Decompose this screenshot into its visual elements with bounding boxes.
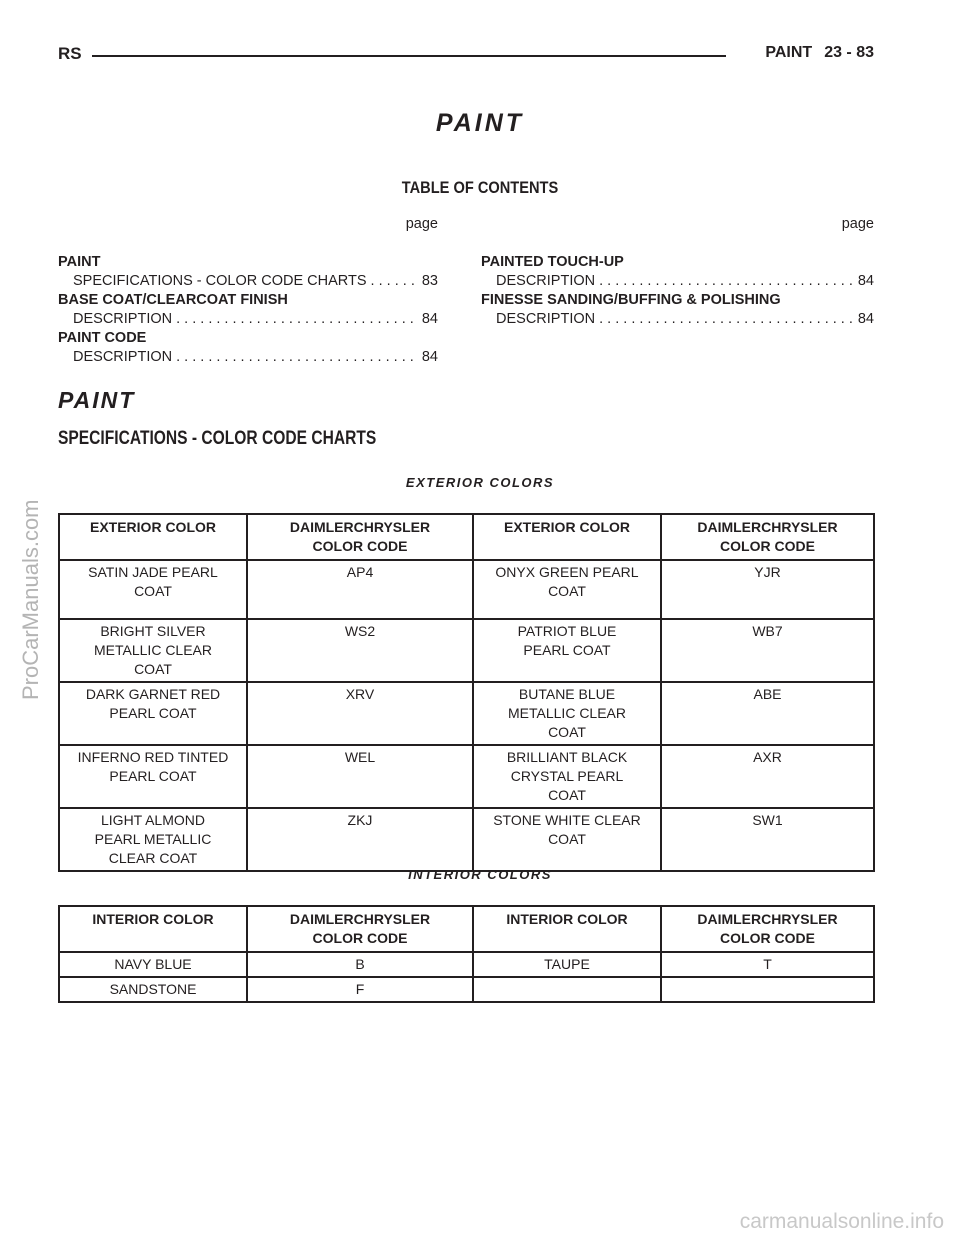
toc-entry-label: DESCRIPTION bbox=[73, 311, 173, 327]
column-header: EXTERIOR COLOR bbox=[473, 514, 661, 560]
column-header: INTERIOR COLOR bbox=[59, 906, 247, 952]
table-cell: STONE WHITE CLEAR COAT bbox=[473, 808, 661, 871]
table-cell bbox=[661, 977, 874, 1002]
table-cell: T bbox=[661, 952, 874, 977]
table-row bbox=[59, 560, 874, 619]
table-cell: SANDSTONE bbox=[59, 977, 247, 1002]
exterior-colors-caption: EXTERIOR COLORS bbox=[405, 475, 555, 490]
toc-entry-page: 84 bbox=[857, 273, 874, 289]
table-cell: XRV bbox=[247, 682, 473, 745]
table-cell: B bbox=[247, 952, 473, 977]
toc-leader-dots bbox=[371, 272, 418, 291]
table-cell: BRIGHT SILVER METALLIC CLEAR COAT bbox=[59, 619, 247, 682]
table-cell: WB7 bbox=[661, 619, 874, 682]
table-cell: PATRIOT BLUE PEARL COAT bbox=[473, 619, 661, 682]
table-cell: ABE bbox=[661, 682, 874, 745]
toc-right-column bbox=[481, 215, 874, 329]
toc-title: TABLE OF CONTENTS bbox=[401, 178, 559, 197]
table-cell: INFERNO RED TINTED PEARL COAT bbox=[59, 745, 247, 808]
header-model-code: RS bbox=[58, 44, 82, 63]
toc-entry-label: DESCRIPTION bbox=[496, 311, 596, 327]
table-cell: AXR bbox=[661, 745, 874, 808]
header-rule bbox=[92, 55, 726, 57]
table-row bbox=[59, 952, 874, 977]
toc-page-label: page bbox=[841, 216, 874, 232]
toc-heading: PAINT CODE bbox=[58, 330, 147, 346]
toc-leader-dots bbox=[176, 348, 418, 367]
toc-entry-page: 84 bbox=[421, 311, 438, 327]
toc-entry-page: 84 bbox=[857, 311, 874, 327]
table-cell: BRILLIANT BLACK CRYSTAL PEARL COAT bbox=[473, 745, 661, 808]
table-row bbox=[59, 977, 874, 1002]
exterior-colors-table bbox=[58, 513, 875, 872]
table-cell: AP4 bbox=[247, 560, 473, 619]
toc-entry[interactable] bbox=[58, 310, 438, 329]
table-cell: SATIN JADE PEARL COAT bbox=[59, 560, 247, 619]
subsection-title: SPECIFICATIONS - COLOR CODE CHARTS bbox=[58, 428, 377, 449]
table-cell: NAVY BLUE bbox=[59, 952, 247, 977]
header-right bbox=[765, 44, 874, 62]
table-cell: ONYX GREEN PEARL COAT bbox=[473, 560, 661, 619]
toc-heading: PAINTED TOUCH-UP bbox=[481, 254, 624, 270]
side-watermark: ProCarManuals.com bbox=[18, 499, 43, 700]
header-section: PAINT bbox=[765, 44, 813, 61]
toc-entry[interactable] bbox=[481, 310, 874, 329]
column-header: INTERIOR COLOR bbox=[473, 906, 661, 952]
column-header: DAIMLERCHRYSLER COLOR CODE bbox=[661, 514, 874, 560]
column-header: EXTERIOR COLOR bbox=[59, 514, 247, 560]
table-cell: ZKJ bbox=[247, 808, 473, 871]
table-cell: YJR bbox=[661, 560, 874, 619]
table-cell: F bbox=[247, 977, 473, 1002]
column-header: DAIMLERCHRYSLER COLOR CODE bbox=[661, 906, 874, 952]
interior-colors-caption: INTERIOR COLORS bbox=[408, 867, 552, 882]
toc-leader-dots bbox=[599, 310, 854, 329]
table-cell: DARK GARNET RED PEARL COAT bbox=[59, 682, 247, 745]
table-cell: LIGHT ALMOND PEARL METALLIC CLEAR COAT bbox=[59, 808, 247, 871]
toc-leader-dots bbox=[176, 310, 418, 329]
toc-entry-label: DESCRIPTION bbox=[496, 273, 596, 289]
toc-entry-label: SPECIFICATIONS - COLOR CODE CHARTS bbox=[73, 273, 367, 289]
column-header: DAIMLERCHRYSLER COLOR CODE bbox=[247, 514, 473, 560]
table-row bbox=[59, 808, 874, 871]
toc-left-column bbox=[58, 215, 438, 367]
table-cell bbox=[473, 977, 661, 1002]
toc-entry[interactable] bbox=[481, 272, 874, 291]
table-cell: WS2 bbox=[247, 619, 473, 682]
toc-heading: FINESSE SANDING/BUFFING & POLISHING bbox=[481, 292, 781, 308]
table-row bbox=[59, 619, 874, 682]
table-cell: TAUPE bbox=[473, 952, 661, 977]
toc-entry-page: 83 bbox=[421, 273, 438, 289]
table-cell: BUTANE BLUE METALLIC CLEAR COAT bbox=[473, 682, 661, 745]
column-header: DAIMLERCHRYSLER COLOR CODE bbox=[247, 906, 473, 952]
toc-page-label: page bbox=[405, 216, 438, 232]
interior-colors-table bbox=[58, 905, 875, 1003]
toc-entry-page: 84 bbox=[421, 349, 438, 365]
section-title: PAINT bbox=[58, 387, 136, 413]
toc-entry[interactable] bbox=[58, 348, 438, 367]
page-header bbox=[58, 44, 874, 66]
table-cell: WEL bbox=[247, 745, 473, 808]
bottom-watermark: carmanualsonline.info bbox=[739, 1210, 944, 1233]
table-row bbox=[59, 745, 874, 808]
page-title: PAINT bbox=[435, 109, 525, 137]
toc-heading: BASE COAT/CLEARCOAT FINISH bbox=[58, 292, 288, 308]
header-page-ref: 23 - 83 bbox=[824, 44, 874, 61]
table-row bbox=[59, 682, 874, 745]
toc-heading: PAINT bbox=[58, 254, 101, 270]
toc-entry[interactable] bbox=[58, 272, 438, 291]
toc-entry-label: DESCRIPTION bbox=[73, 349, 173, 365]
table-cell: SW1 bbox=[661, 808, 874, 871]
toc-leader-dots bbox=[599, 272, 854, 291]
